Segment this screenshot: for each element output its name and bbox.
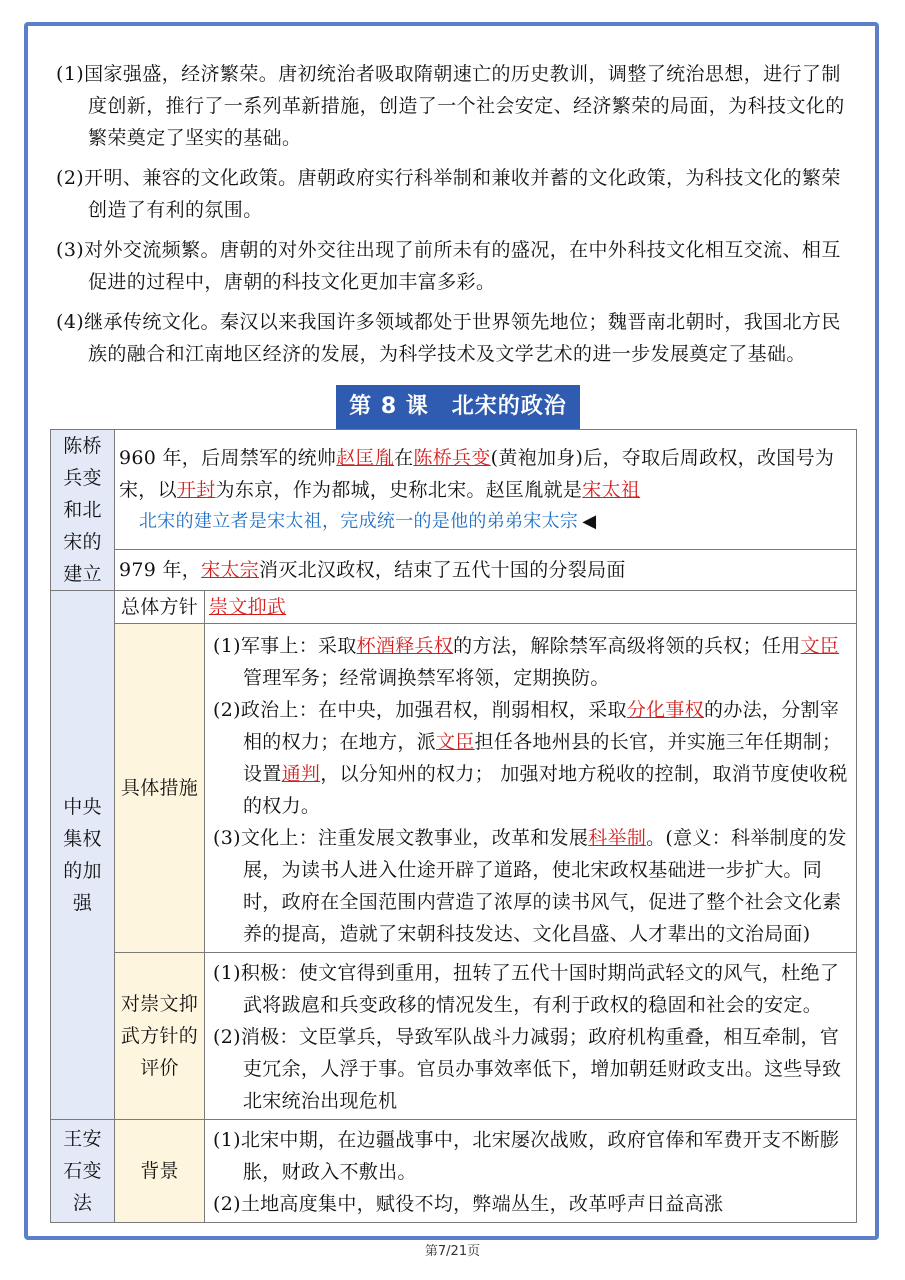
policy-value-cell — [205, 591, 857, 624]
founding-content — [115, 430, 857, 550]
highlight-term: 陈桥兵变 — [413, 446, 491, 469]
lesson-title: 第 8 课 北宋的政治 — [336, 385, 580, 429]
text-span: 消灭北汉政权，结束了五代十国的分裂局面 — [259, 559, 626, 582]
text-span: 的办法，分割宰相的权力；在地方，派 — [243, 699, 840, 753]
measure-politics — [213, 694, 850, 822]
background-item-2: (2)土地高度集中，赋役不均，弊端丛生，改革呼声日益高涨 — [213, 1193, 724, 1215]
arrow-left-icon: ◀ — [582, 510, 597, 532]
table-row — [51, 1120, 857, 1223]
text-span: ，以分知州的权力； 加强对地方税收的控制，取消节度使收税的权力。 — [243, 763, 848, 817]
evaluation-content — [205, 953, 857, 1120]
note-text: 北宋的建立者是宋太祖，完成统一的是他的弟弟宋太宗 — [139, 510, 579, 532]
background-item-1: (1)北宋中期，在边疆战事中，北宋屡次战败，政府官俸和军费开支不断膨胀，财政入不敷出。 — [213, 1129, 840, 1183]
evaluation-positive: (1)积极：使文官得到重用，扭转了五代十国时期尚武轻文的风气，杜绝了武将跋扈和兵变政移的情况发生，有利于政权的稳固和社会的安定。 — [213, 962, 840, 1016]
founding-line-2 — [115, 550, 857, 591]
text-span: 的方法，解除禁军高级将领的兵权；任用 — [453, 635, 801, 657]
highlight-term: 开封 — [176, 478, 216, 501]
text-span: 担任各地州县的长官，并实施三年任期制；设置 — [243, 731, 842, 785]
highlight-term: 赵匡胤 — [336, 446, 395, 469]
highlight-term: 杯酒释兵权 — [356, 635, 454, 657]
table-row — [51, 550, 857, 591]
measures-label: 具体措施 — [115, 624, 205, 953]
highlight-term: 科举制 — [588, 827, 647, 849]
text-span: (2)政治上：在中央，加强君权，削弱相权，采取 — [213, 699, 627, 721]
highlight-term: 文臣 — [800, 635, 840, 657]
intro-section — [56, 58, 856, 372]
text-span: 960 年，后周禁军的统帅 — [119, 446, 337, 469]
evaluation-label: 对崇文抑武方针的评价 — [115, 953, 205, 1120]
section-label-centralization: 中央集权的加强 — [51, 591, 115, 1120]
table-row — [51, 953, 857, 1120]
text-span: (黄袍加身)后，夺取后周政权，改国号为宋，以 — [119, 446, 835, 501]
highlight-term: 宋太祖 — [582, 478, 641, 501]
highlight-term: 分化事权 — [626, 699, 705, 721]
highlight-term: 通判 — [281, 763, 321, 785]
measure-culture — [213, 822, 850, 950]
text-span: 979 年， — [119, 559, 202, 582]
background-content — [205, 1120, 857, 1223]
page-number: 第7/21页 — [424, 1244, 481, 1259]
text-span: (3)文化上：注重发展文教事业，改革和发展 — [213, 827, 589, 849]
intro-paragraph-2: (2)开明、兼容的文化政策。唐朝政府实行科举制和兼收并蓄的文化政策，为科技文化的繁荣创造了有利的氛围。 — [56, 167, 841, 221]
section-label-founding: 陈桥兵变和北宋的建立 — [51, 430, 115, 591]
evaluation-negative: (2)消极：文臣掌兵，导致军队战斗力减弱；政府机构重叠，相互牵制，官吏冗余，人浮于事。官员办事效率低下，增加朝廷财政支出。这些导致北宋统治出现危机 — [213, 1026, 842, 1112]
annotation-note — [119, 506, 852, 538]
highlight-term: 宋太宗 — [201, 559, 260, 582]
measures-content — [205, 624, 857, 953]
background-label: 背景 — [115, 1120, 205, 1223]
text-span: (1)军事上：采取 — [213, 635, 357, 657]
policy-value: 崇文抑武 — [209, 596, 287, 618]
intro-paragraph-1: (1)国家强盛，经济繁荣。唐初统治者吸取隋朝速亡的历史教训，调整了统治思想，进行了制度创新，推行了一系列革新措施，创造了一个社会安定、经济繁荣的局面，为科技文化的繁荣奠定了坚实的基础。 — [56, 63, 845, 149]
table-row — [51, 430, 857, 550]
policy-label: 总体方针 — [115, 591, 205, 624]
text-span: 为东京，作为都城，史称北宋。赵匡胤就是 — [215, 478, 583, 501]
table-row — [51, 624, 857, 953]
intro-paragraph-4: (4)继承传统文化。秦汉以来我国许多领域都处于世界领先地位；魏晋南北朝时，我国北方民族的融合和江南地区经济的发展，为科学技术及文学艺术的进一步发展奠定了基础。 — [56, 311, 841, 365]
founding-line-1 — [119, 442, 852, 506]
intro-paragraph-3: (3)对外交流频繁。唐朝的对外交往出现了前所未有的盛况，在中外科技文化相互交流、相互促进的过程中，唐朝的科技文化更加丰富多彩。 — [56, 239, 841, 293]
lesson-table — [50, 429, 857, 1223]
table-row — [51, 591, 857, 624]
measure-military — [213, 630, 850, 694]
text-span: 。(意义：科举制度的发展，为读书人进入仕途开辟了道路，使北宋政权基础进一步扩大。同时，政府在全国范围内营造了浓厚的读书风气，促进了整个社会文化素养的提高，造就了宋朝科技发达、文化昌盛、人才辈出的文治局面) — [243, 827, 847, 945]
text-span: 在 — [394, 446, 414, 469]
text-span: 管理军务；经常调换禁军将领，定期换防。 — [243, 667, 610, 689]
section-label-reform: 王安石变法 — [51, 1120, 115, 1223]
highlight-term: 文臣 — [436, 731, 475, 753]
